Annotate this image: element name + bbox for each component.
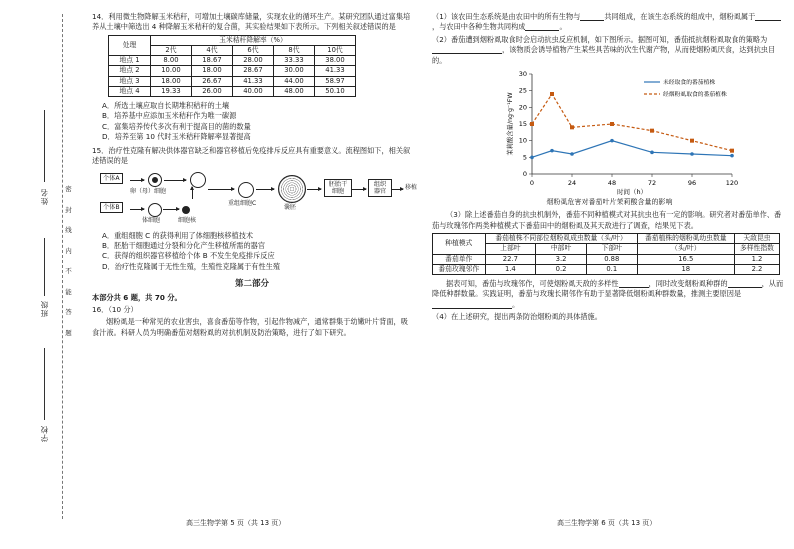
- seal-char: 密: [65, 185, 72, 193]
- series-point-1: [650, 129, 654, 133]
- series-point-0: [550, 149, 554, 153]
- table-row: [109, 76, 356, 86]
- item3-text: （3）除上述番茄自身的抗虫机制外，番茄不同种植模式对其抗虫也有一定的影响。研究者对番茄单作、番茄与玫瑰邻作两类种植模式下番茄田中的烟粉虱及其天敌进行了调查，结果见下表。: [432, 210, 782, 230]
- item1-text: [432, 12, 787, 33]
- q14-table-column-header: 2代: [150, 46, 191, 56]
- item3-blank-1[interactable]: [619, 279, 649, 288]
- egg-nucleus-icon: [152, 177, 158, 183]
- item1-blank-2[interactable]: [755, 12, 781, 21]
- series-point-0: [570, 152, 574, 156]
- item4-text: （4）在上述研究，提出两条防治烟粉虱的具体措施。: [432, 312, 602, 322]
- q14-table-cell: 18.00: [150, 76, 191, 86]
- q14-table-cell: 44.00: [273, 76, 314, 86]
- name-label: 姓名: [40, 188, 49, 205]
- body-cell-label: 体细胞: [142, 216, 161, 224]
- q14-option-b[interactable]: B．培养基中应添加玉米秸秆作为唯一碳源: [102, 111, 237, 121]
- blastocyst-icon: [278, 175, 306, 203]
- seal-char: 封: [65, 205, 72, 214]
- arrow-to-recombinant: [208, 189, 234, 190]
- table-row: [109, 66, 356, 76]
- q14-table-row-label: 地点 4: [109, 86, 151, 96]
- item2-text: [432, 35, 787, 66]
- nucleus-icon: [182, 206, 190, 214]
- recombinant-cell-icon: [238, 182, 254, 198]
- q14-table-cell: 41.33: [232, 76, 273, 86]
- item2-part-a: （2）番茄遭到烟粉虱取食时会启动抗虫反应机制，如下图所示。据图可知，番茄抵抗烟粉虱取食的策略为: [432, 34, 768, 44]
- seal-char: 答: [65, 308, 72, 316]
- t16-group-nymph: 番茄植株的烟粉虱幼虫数量: [637, 234, 734, 244]
- t16-column-header: 多样性指数: [734, 244, 779, 254]
- x-axis-label: 时间（h）: [616, 188, 648, 197]
- blastocyst-label: 囊胚: [284, 203, 297, 211]
- q14-stem: 14．利用微生物降解玉米秸秆，可增加土壤碳库储量，实现农业的循环生产。某研究团队通过富集培养从土壤中筛选出 4 种降解玉米秸秆的复合菌，其实验结果如下表所示。下列相关叙述错误的是: [92, 12, 411, 32]
- individual-a-box: 个体A: [100, 173, 123, 184]
- q15-option-c[interactable]: C．获得的组织器官移植给个体 B 不发生免疫排斥反应: [102, 251, 275, 261]
- q14-table-cell: 26.00: [191, 86, 232, 96]
- item3-after-a: 据表可知，番茄与玫瑰邻作，可使烟粉虱天敌的多样性: [446, 278, 619, 288]
- t16-cell: 0.1: [586, 264, 637, 274]
- seal-char: 内: [65, 246, 72, 255]
- q14-table-column-header: 4代: [191, 46, 232, 56]
- q14-table-cell: 18.00: [191, 66, 232, 76]
- t16-cell: 18: [637, 264, 734, 274]
- individual-b-box: 个体B: [100, 202, 123, 213]
- part-two-note: 本部分共 6 题，共 70 分。: [92, 292, 182, 302]
- t16-cell: 0.88: [586, 254, 637, 264]
- q14-table-cell: 30.00: [273, 66, 314, 76]
- seal-notice: [64, 186, 73, 350]
- q14-table-corner: 处理: [109, 35, 151, 55]
- q14-table-cell: 10.00: [150, 66, 191, 76]
- t16-cell: 2.2: [734, 264, 779, 274]
- item1-part-b: 共同组成，在该生态系统的组成中，烟粉虱属于: [604, 12, 756, 21]
- t16-column-header: （头/叶）: [637, 244, 734, 254]
- t16-cell: 16.5: [637, 254, 734, 264]
- stem-cell-box: 胚胎干细胞: [324, 179, 352, 198]
- seal-char: 题: [65, 328, 72, 337]
- q14-table-group-header: 玉米秸秆降解率（%）: [150, 35, 355, 45]
- q14-option-c[interactable]: C．富集培养传代多次有利于提高目的菌的数量: [102, 121, 251, 131]
- y-tick-label: 5: [522, 153, 527, 162]
- series-point-1: [550, 92, 554, 96]
- q15-option-b[interactable]: B．胚胎干细胞通过分裂和分化产生移植所需的器官: [102, 240, 266, 250]
- q16-head: 16．（10 分）: [92, 305, 138, 315]
- y-tick-label: 0: [522, 170, 527, 179]
- footer-page-5: 高三生物学第 5 页（共 13 页）: [186, 519, 286, 527]
- series-point-1: [690, 139, 694, 143]
- q14-table-row-label: 地点 1: [109, 56, 151, 66]
- q14-table-column-header: 8代: [273, 46, 314, 56]
- right-column: [432, 12, 787, 325]
- q14-table-cell: 28.00: [232, 56, 273, 66]
- item2-part-b: ，该物质会诱导植物产生某些具苦味的次生代谢产物，从而使烟粉虱厌食，达到抗虫目的。: [432, 45, 776, 65]
- x-tick-label: 48: [607, 179, 617, 188]
- q16-text: 烟粉虱是一种常见的农业害虫，喜食番茄等作物，引起作物减产，通常群集于幼嫩叶片背面，吸食汁液。科研人员为明确番茄对烟粉虱的对抗机制及防治策略，进行了如下研究。: [92, 317, 408, 337]
- item1-part-d: 。: [559, 22, 567, 32]
- series-point-0: [730, 154, 734, 158]
- school-label: 学校: [40, 425, 49, 442]
- x-tick-label: 0: [529, 179, 535, 188]
- q14-table-cell: 33.33: [273, 56, 314, 66]
- t16-cell: 0.2: [536, 264, 587, 274]
- q14-table-cell: 58.97: [314, 76, 355, 86]
- t16-group-adult: 番茄植株不同部位烟粉虱成虫数量（头/叶）: [485, 234, 637, 244]
- item3-after-b: ，同时改变烟粉虱种群的: [648, 278, 728, 288]
- series-point-1: [570, 126, 574, 130]
- chart-title: 烟粉虱危害对番茄叶片茉莉酸含量的影响: [546, 198, 673, 207]
- arrow-to-organ: [352, 189, 366, 190]
- series-point-1: [530, 122, 534, 126]
- arrow-to-stem-cell: [307, 189, 321, 190]
- recombinant-label: 重组细胞C: [228, 199, 257, 207]
- binding-margin: [0, 0, 72, 549]
- class-blank[interactable]: [44, 238, 45, 296]
- q14-table-cell: 38.00: [314, 56, 355, 66]
- table-row: [109, 56, 356, 66]
- series-point-1: [610, 122, 614, 126]
- table-row: [433, 254, 780, 264]
- footer-page-6: 高三生物学第 6 页（共 13 页）: [557, 519, 657, 527]
- arrow-to-blastocyst: [256, 189, 274, 190]
- item3-blank-2[interactable]: [728, 279, 762, 288]
- series-point-0: [530, 156, 534, 160]
- arrow-b-to-body-cell: [130, 209, 144, 210]
- series-line-1: [532, 94, 732, 151]
- q14-table-cell: 18.67: [191, 56, 232, 66]
- item3-after-d: 。: [512, 299, 520, 309]
- t16-cell: 3.2: [536, 254, 587, 264]
- t16-row-label: 番茄玫瑰邻作: [433, 264, 486, 274]
- t16-cell: 1.4: [485, 264, 536, 274]
- q14-table-cell: 28.67: [232, 66, 273, 76]
- chart-svg: [432, 68, 787, 196]
- jasmonic-acid-chart: [432, 68, 787, 196]
- planting-mode-table: [432, 233, 780, 275]
- q14-table-row-label: 地点 3: [109, 76, 151, 86]
- y-tick-label: 20: [518, 103, 527, 112]
- t16-column-headers: [433, 244, 780, 254]
- item1-blank-3[interactable]: [525, 22, 559, 31]
- q14-table-cell: 40.00: [232, 86, 273, 96]
- y-tick-label: 15: [518, 120, 527, 129]
- fold-line: [62, 14, 63, 519]
- organ-box: 组织器官: [368, 179, 392, 198]
- series-point-0: [650, 151, 654, 155]
- y-tick-label: 10: [518, 136, 527, 145]
- table-row: [433, 264, 780, 274]
- series-point-0: [690, 152, 694, 156]
- class-label: 班级: [40, 300, 49, 317]
- t16-row-label: 番茄单作: [433, 254, 486, 264]
- q14-table-cell: 50.10: [314, 86, 355, 96]
- y-axis-label: 茉莉酸含量/ng·g⁻¹FW: [507, 92, 514, 156]
- q14-table: [108, 35, 356, 97]
- legend-label-1: 经烟粉虱取食的番茄植株: [663, 92, 727, 99]
- arrow-body-to-nucleus: [163, 209, 179, 210]
- item3-after-text: [432, 279, 787, 310]
- t16-cell: 1.2: [734, 254, 779, 264]
- seal-char: 不: [65, 267, 72, 275]
- t16-column-header: 上部叶: [485, 244, 536, 254]
- arrow-a-to-egg: [130, 180, 144, 181]
- q14-option-a[interactable]: A．所选土壤应取自长期堆积秸秆的土壤: [102, 100, 230, 110]
- q14-table-cell: 19.33: [150, 86, 191, 96]
- body-cell-icon: [148, 203, 162, 217]
- q15-option-a[interactable]: A．重组细胞 C 的获得利用了体细胞核移植技术: [102, 230, 254, 240]
- t16-body: [433, 254, 780, 274]
- t16-column-header: 下部叶: [586, 244, 637, 254]
- nucleus-label: 细胞核: [178, 216, 197, 224]
- t16-column-header: 中部叶: [536, 244, 587, 254]
- q14-table-cell: 8.00: [150, 56, 191, 66]
- x-tick-label: 96: [687, 179, 697, 188]
- item2-blank[interactable]: [432, 45, 502, 54]
- q14-option-d[interactable]: D．培养至第 10 代时玉米秸秆降解率显著提高: [102, 132, 251, 142]
- name-blank[interactable]: [44, 110, 45, 182]
- q14-table-row-label: 地点 2: [109, 66, 151, 76]
- q14-table-column-header: 10代: [314, 46, 355, 56]
- y-tick-label: 25: [518, 86, 527, 95]
- q14-table-column-header: 6代: [232, 46, 273, 56]
- arrow-to-transplant: [391, 189, 403, 190]
- q15-option-d[interactable]: D．治疗性克隆属于无性生殖，生殖性克隆属于有性生殖: [102, 261, 281, 271]
- arrow-nucleus-to-egg: [192, 187, 193, 199]
- t16-corner: 种植模式: [433, 234, 486, 254]
- t16-cell: 22.7: [485, 254, 536, 264]
- seal-char: 能: [65, 287, 72, 296]
- y-tick-label: 30: [518, 70, 527, 79]
- q14-table-body: [109, 56, 356, 97]
- item1-part-a: （1）该农田生态系统是由农田中的所有生物与: [432, 12, 581, 21]
- x-tick-label: 120: [725, 179, 739, 188]
- school-blank[interactable]: [44, 348, 45, 420]
- left-column: [92, 12, 418, 340]
- seal-char: 线: [65, 226, 72, 234]
- x-tick-label: 72: [647, 179, 657, 188]
- x-tick-label: 24: [567, 179, 577, 188]
- q15-flow-diagram: [100, 169, 418, 227]
- item1-blank-1[interactable]: [580, 12, 604, 21]
- item3-blank-3[interactable]: [432, 300, 512, 309]
- series-point-0: [610, 139, 614, 143]
- egg-cell-label: 卵（母）细胞: [130, 187, 167, 195]
- t16-group-enemy: 天敌昆虫: [734, 234, 779, 244]
- item3-after-c: ，从而降低种群数量。实践证明，番茄与玫瑰长期邻作有助于显著降低烟粉虱种群数量，推测主要原因是: [432, 278, 784, 299]
- series-point-1: [730, 149, 734, 153]
- q14-table-cell: 48.00: [273, 86, 314, 96]
- q14-table-cell: 26.67: [191, 76, 232, 86]
- arrow-egg-to-recombinant: [164, 180, 186, 181]
- transplant-label: 移植: [405, 183, 418, 191]
- q15-stem: 15．治疗性克隆有解决供体器官缺乏和器官移植后免疫排斥反应具有重要意义。流程图如下，相关叙述错误的是: [92, 145, 411, 166]
- item1-part-c: ，与农田中各种生物共同构成: [432, 22, 526, 32]
- table-row: [109, 86, 356, 96]
- part-two-title: 第二部分: [234, 279, 269, 290]
- legend-label-0: 未经取食的番茄植株: [663, 80, 716, 87]
- q14-table-cell: 41.33: [314, 66, 355, 76]
